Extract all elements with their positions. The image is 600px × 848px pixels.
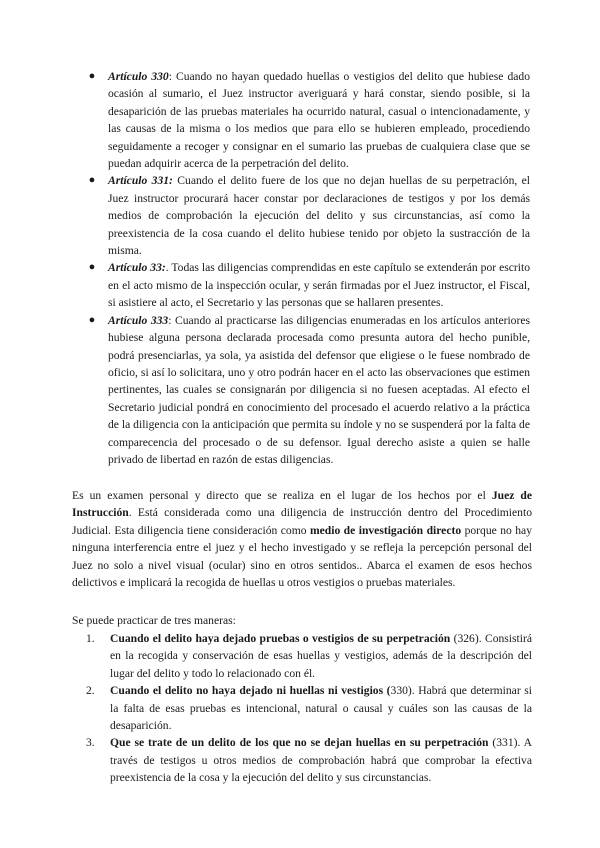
item-number: 2. xyxy=(86,684,95,698)
paragraph-bold: Juez de Instrucción xyxy=(72,489,532,520)
paragraph-text: Es un examen personal y directo que se realiza en el lugar de los hechos por el xyxy=(72,489,492,502)
bullet-icon: ● xyxy=(88,70,96,82)
article-heading: Artículo 330 xyxy=(108,70,169,83)
way-item xyxy=(86,734,532,786)
article-heading: Artículo 331: xyxy=(108,174,173,188)
definition-paragraph xyxy=(72,487,532,591)
paragraph-text: . Está considerada como una diligencia de instrucción dentro del Procedimiento Judicial. Esta diligencia tiene consideración como xyxy=(72,506,532,537)
way-heading: Que se trate de un delito de los que no se dejan huellas en su perpetración xyxy=(110,736,489,750)
article-text: : Cuando no hayan quedado huellas o vestigios del delito que hubiese dado ocasión al sumario, el Juez instructor averiguará y hará constar, siendo posible, si la desaparición de las pruebas materiales ha ocurrido natural, casual o intencionadamente, y las causas de la misma o los medios que para ello se hubieren empleado, procediendo seguidamente a recoger y consignar en el sumario las pruebas de cualquiera clase que se puedan adquirir acerca de la perpetración del delito. xyxy=(108,70,530,171)
way-text: (326). Consistirá en la recogida y conservación de esas huellas y vestigios, además de la descripción del lugar del delito y todo lo relacionado con él. xyxy=(110,632,532,680)
way-item xyxy=(86,682,532,734)
intro-line: Se puede practicar de tres maneras: xyxy=(72,614,236,627)
paragraph-text: porque no hay ninguna interferencia entre el juez y el hecho investigado y se refleja la percepción personal del Juez no solo a nivel visual (ocular) sino en otros sentidos.. Abarca el examen de esos hechos delictivos e implicará la recogida de huellas u otros vestigios o pruebas materiales. xyxy=(72,523,532,590)
way-text: (331). A través de testigos u otros medios de comprobación habrá que comprobar la efectiva preexistencia de la cosa y la ejecución del delito y sus circunstancias. xyxy=(110,736,532,785)
way-item xyxy=(86,630,532,682)
way-text: 330). Habrá que determinar si la falta de esas pruebas es intencional, natural o causal y cuáles son las causas de la desaparición. xyxy=(110,684,532,733)
article-333-item xyxy=(86,312,530,469)
article-heading: Artículo 33: xyxy=(108,261,166,275)
item-number: 1. xyxy=(86,632,95,645)
ways-numbered-list xyxy=(86,630,532,787)
way-heading: Cuando el delito haya dejado pruebas o vestigios de su perpetración xyxy=(110,632,451,645)
article-331-item xyxy=(86,172,530,259)
article-text: Cuando el delito fuere de los que no dejan huellas de su perpetración, el Juez instructor procurará hacer constar por declaraciones de testigos y por los demás medios de comprobación la ejecución del delito y sus circunstancias, así como la preexistencia de la cosa cuando el delito hubiese tenido por objeto la sustracción de la misma. xyxy=(108,174,531,258)
paragraph-bold: medio de investigación directo xyxy=(309,523,462,537)
article-text: : Cuando al practicarse las diligencias enumeradas en los artículos anteriores hubiese alguna persona declarada procesada como presunta autora del hecho punible, podrá presenciarlas, ya sola, ya asistida del defensor que eligiese o le fuese nombrado de oficio, si así lo solicitara, uno y otro podrán hacer en el acto las observaciones que estimen pertinentes, las cuales se consignarán por diligencia si no fuesen aceptadas. Al efecto el Secretario judicial pondrá en conocimiento del procesado el acuerdo relativo a la práctica de la diligencia con la anticipación que permita su índole y no se suspenderá por la falta de comparecencia del procesado o de su defensor. Igual derecho asiste a quien se halle privado de libertad en razón de estas diligencias. xyxy=(108,313,530,466)
article-332-item xyxy=(86,259,530,311)
articles-bullet-list xyxy=(86,68,530,468)
article-330-item xyxy=(86,68,530,172)
article-heading: Artículo 333 xyxy=(108,313,169,327)
bullet-icon: ● xyxy=(88,174,96,187)
way-heading: Cuando el delito no haya dejado ni huellas ni vestigios ( xyxy=(110,684,391,698)
bullet-icon: ● xyxy=(88,261,96,274)
item-number: 3. xyxy=(86,736,95,750)
article-text: . Todas las diligencias comprendidas en este capítulo se extenderán por escrito en el acto mismo de la inspección ocular, y serán firmadas por el Juez instructor, el Fiscal, si asistiere al acto, el Secretario y las personas que se hallaren presentes. xyxy=(108,261,530,310)
bullet-icon: ● xyxy=(88,313,96,326)
